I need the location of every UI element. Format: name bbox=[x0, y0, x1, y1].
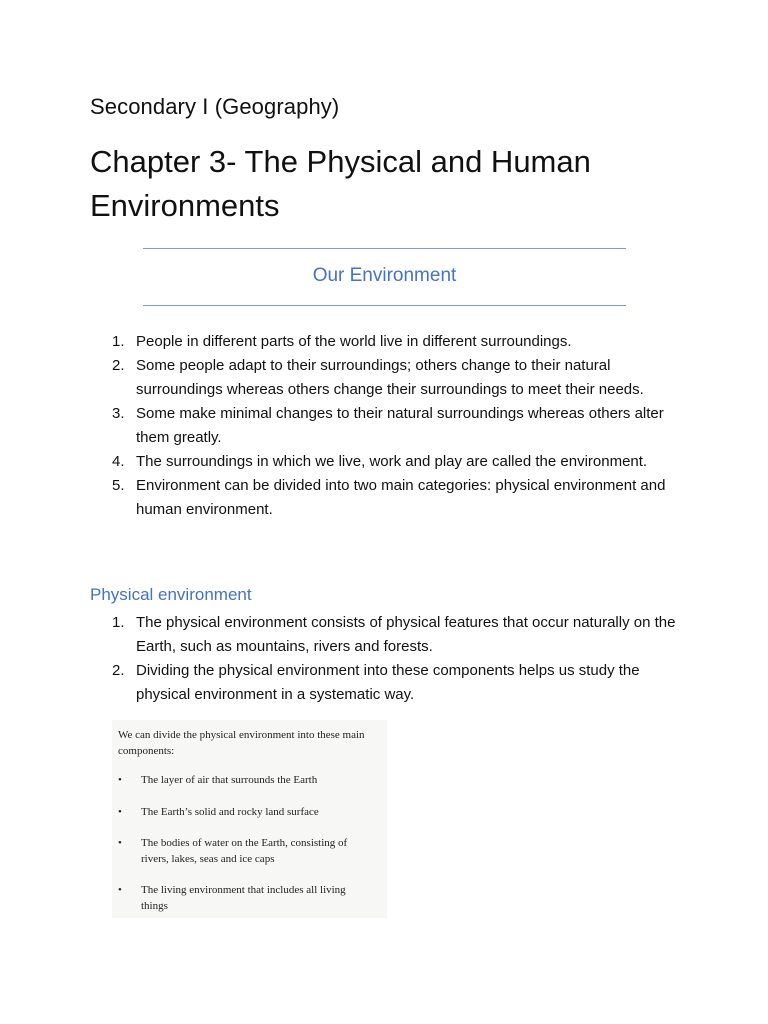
section-divider-bottom bbox=[143, 305, 626, 306]
list-item bbox=[90, 330, 690, 354]
list-item-text: The surroundings in which we live, work and play are called the environment. bbox=[136, 453, 648, 470]
scanned-excerpt bbox=[112, 720, 387, 918]
excerpt-bullet-text: The Earth’s solid and rocky land surface bbox=[141, 806, 319, 818]
excerpt-bullet-text: The bodies of water on the Earth, consisting of rivers, lakes, seas and ice caps bbox=[141, 837, 348, 865]
bullet-icon: • bbox=[118, 806, 122, 818]
section-divider-top bbox=[143, 248, 626, 249]
list-item-number: 2. bbox=[112, 662, 125, 679]
physical-environment-heading: Physical environment bbox=[90, 585, 252, 604]
physical-environment-list bbox=[90, 611, 690, 707]
list-item bbox=[90, 659, 690, 707]
list-item-number: 5. bbox=[112, 477, 125, 494]
list-item bbox=[90, 474, 690, 522]
list-item-number: 2. bbox=[112, 357, 125, 374]
list-item bbox=[90, 402, 690, 450]
list-item bbox=[90, 611, 690, 659]
excerpt-bullet-item bbox=[118, 882, 380, 914]
excerpt-bullet-text: The layer of air that surrounds the Earth bbox=[141, 774, 318, 786]
excerpt-bullet-item bbox=[118, 772, 380, 788]
list-item-text: Some make minimal changes to their natural surroundings whereas others alter them greatly. bbox=[136, 405, 664, 446]
excerpt-bullet-item bbox=[118, 804, 380, 820]
excerpt-bullet-text: The living environment that includes all living things bbox=[141, 884, 346, 912]
list-item-number: 3. bbox=[112, 405, 125, 422]
list-item bbox=[90, 354, 690, 402]
list-item-number: 1. bbox=[112, 333, 125, 350]
chapter-title: Chapter 3- The Physical and Human Environments bbox=[90, 144, 591, 223]
list-item-text: The physical environment consists of physical features that occur naturally on the Earth, such as mountains, rivers and forests. bbox=[136, 614, 676, 655]
list-item-text: Environment can be divided into two main categories: physical environment and human environment. bbox=[136, 477, 666, 518]
excerpt-intro: We can divide the physical environment into these main components: bbox=[118, 729, 365, 757]
excerpt-bullet-item bbox=[118, 835, 380, 867]
list-item-number: 1. bbox=[112, 614, 125, 631]
list-item-text: People in different parts of the world live in different surroundings. bbox=[136, 333, 572, 350]
list-item-number: 4. bbox=[112, 453, 125, 470]
list-item-text: Some people adapt to their surroundings; others change to their natural surroundings whereas others change their surroundings to meet their needs. bbox=[136, 357, 644, 398]
list-item-text: Dividing the physical environment into these components helps us study the physical environment in a systematic way. bbox=[136, 662, 640, 703]
subject-heading: Secondary I (Geography) bbox=[90, 94, 340, 119]
bullet-icon: • bbox=[118, 884, 122, 896]
list-item bbox=[90, 450, 690, 474]
section-title: Our Environment bbox=[312, 265, 457, 286]
environment-list bbox=[90, 330, 690, 522]
bullet-icon: • bbox=[118, 774, 122, 786]
bullet-icon: • bbox=[118, 837, 122, 849]
